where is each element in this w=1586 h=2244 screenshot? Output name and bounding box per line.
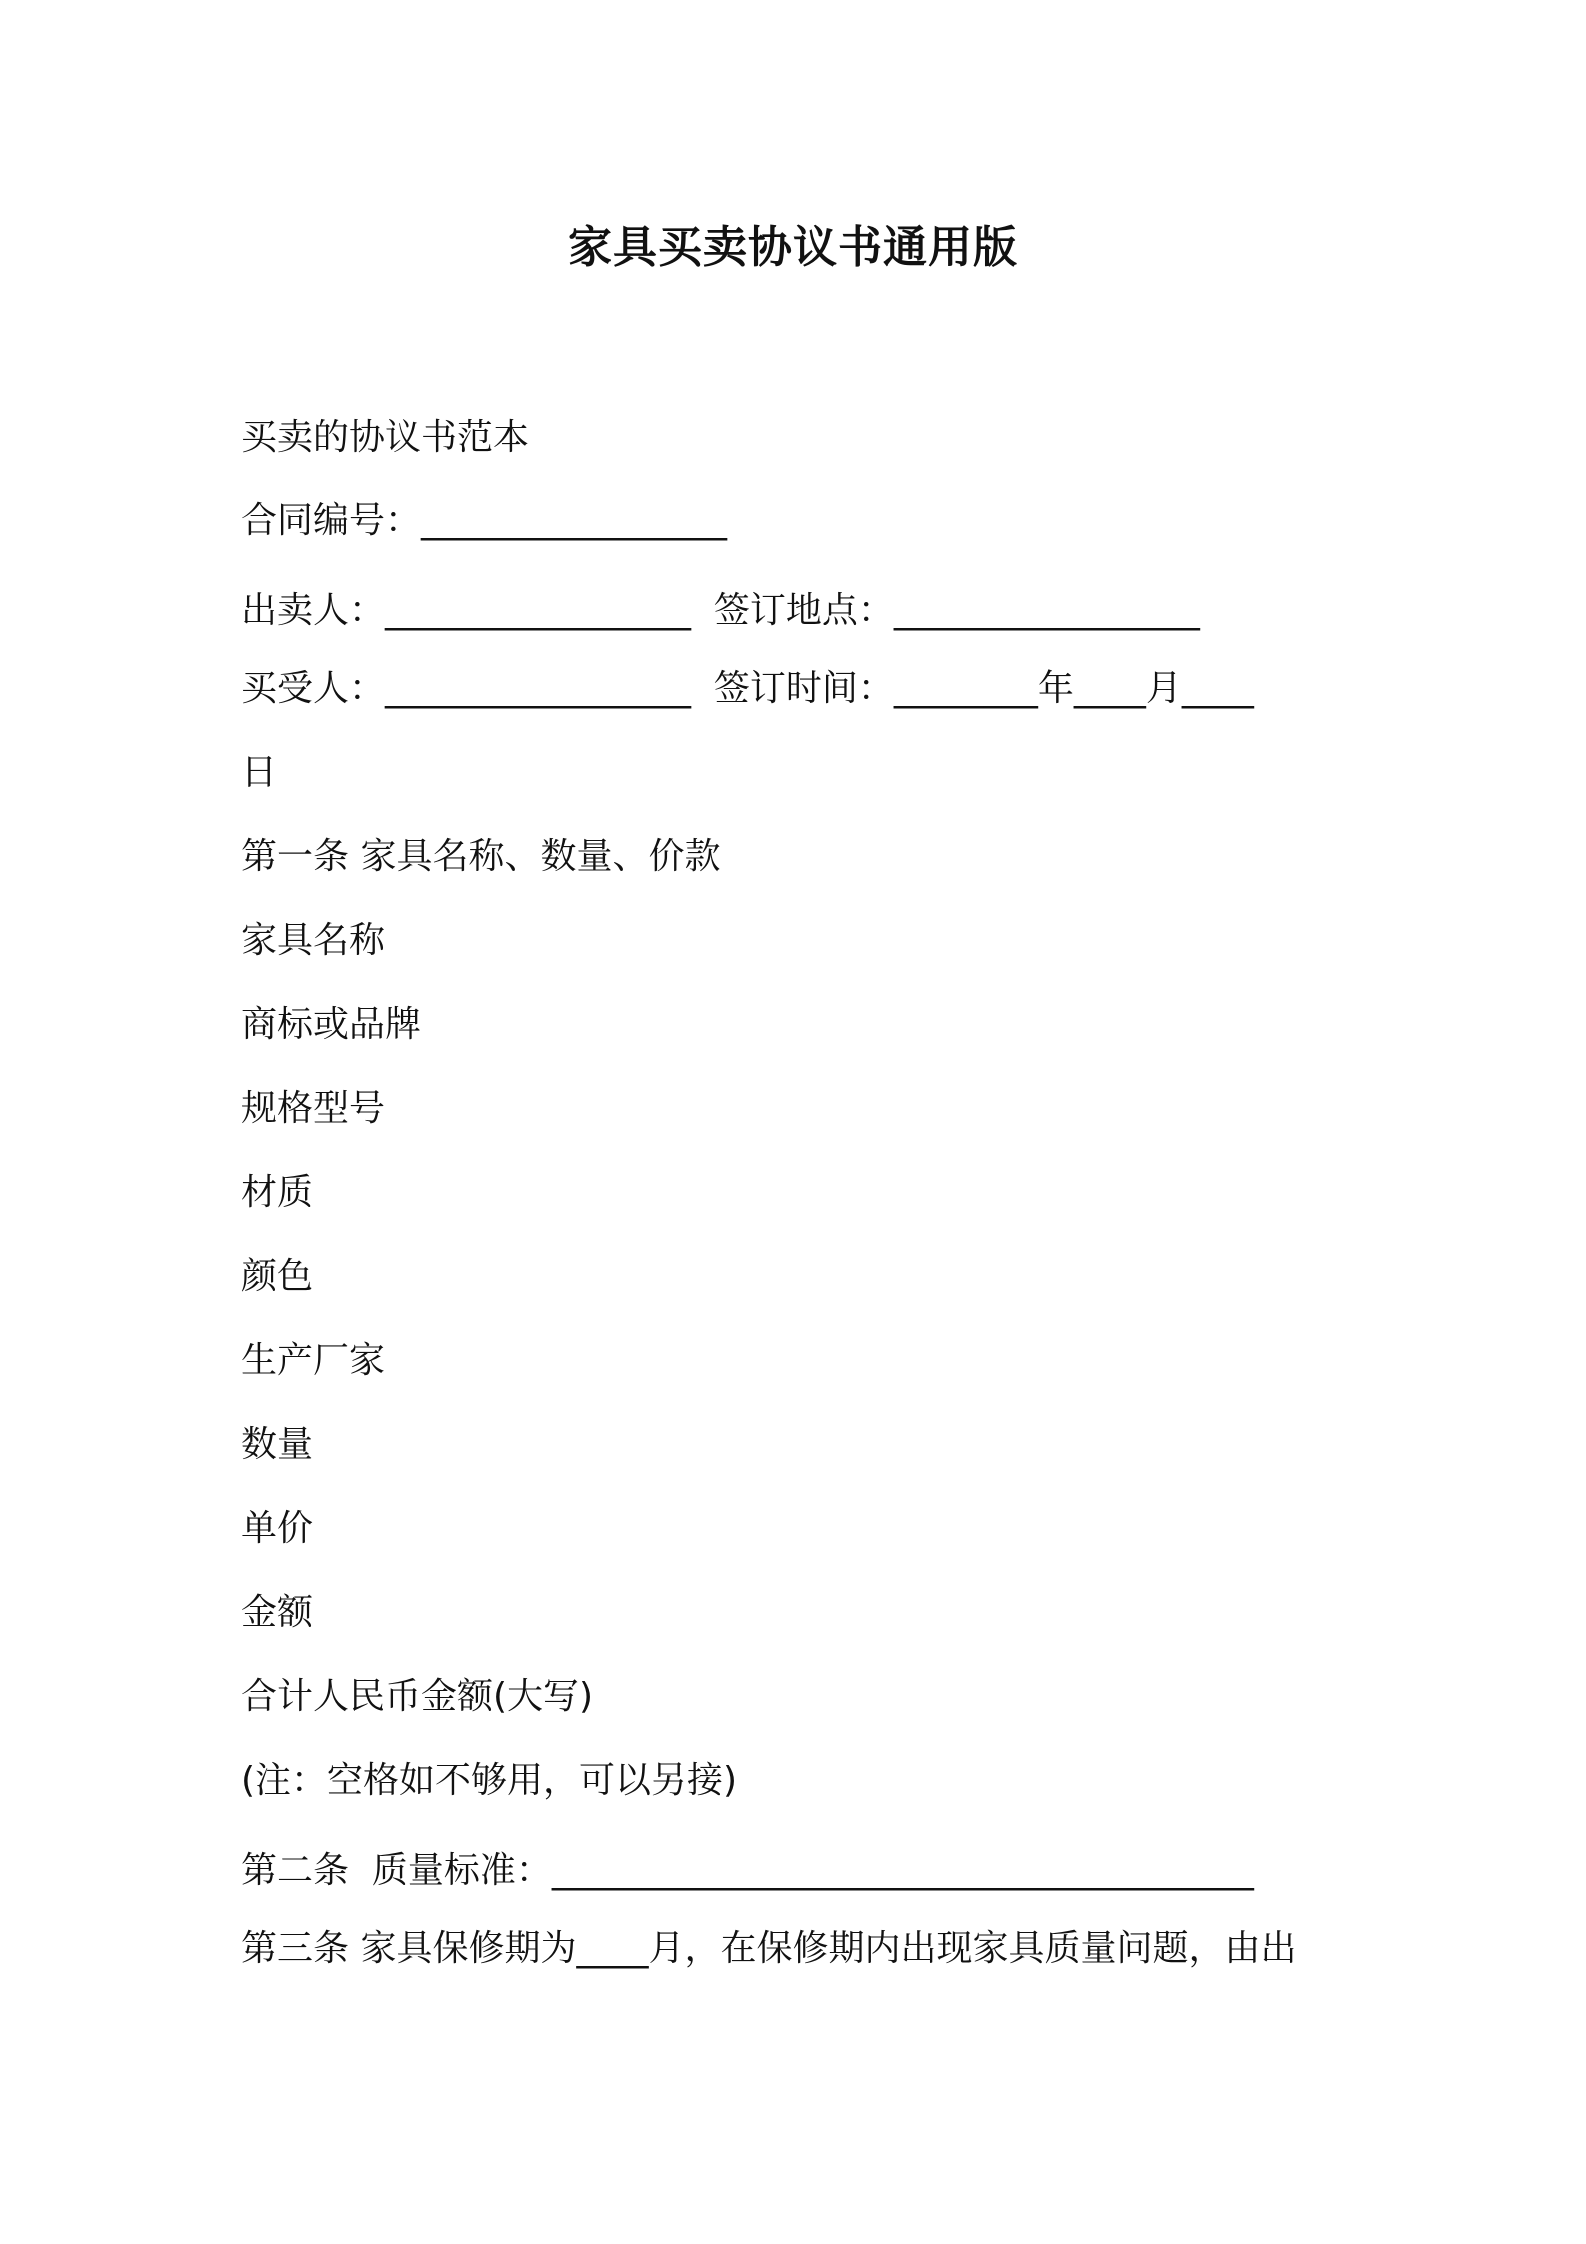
contract-number-line: 合同编号：_________________: [241, 500, 728, 541]
article-2-line: 第二条 质量标准：_______________________________________: [241, 1850, 1254, 1891]
field-manufacturer: 生产厂家: [241, 1340, 386, 1381]
date-day-line: 日: [241, 752, 278, 793]
field-color: 颜色: [241, 1256, 314, 1297]
field-total-in-words: 合计人民币金额(大写): [241, 1676, 594, 1717]
document-title: 家具买卖协议书通用版: [568, 222, 1018, 273]
field-furniture-name: 家具名称: [241, 920, 386, 961]
buyer-line: 买受人：_________________ 签订时间：________年____月____: [241, 668, 1254, 709]
field-amount: 金额: [241, 1592, 314, 1633]
article-3-line: 第三条 家具保修期为____月，在保修期内出现家具质量问题，由出: [241, 1928, 1297, 1969]
article-1-heading: 第一条 家具名称、数量、价款: [241, 836, 721, 877]
field-quantity: 数量: [241, 1424, 314, 1465]
document-subtitle: 买卖的协议书范本: [241, 417, 530, 458]
field-unit-price: 单价: [241, 1508, 314, 1549]
note-line: (注：空格如不够用，可以另接): [241, 1760, 738, 1801]
field-model: 规格型号: [241, 1088, 386, 1129]
seller-line: 出卖人：_________________ 签订地点：_________________: [241, 590, 1200, 631]
field-brand: 商标或品牌: [241, 1004, 422, 1045]
field-material: 材质: [241, 1172, 314, 1213]
